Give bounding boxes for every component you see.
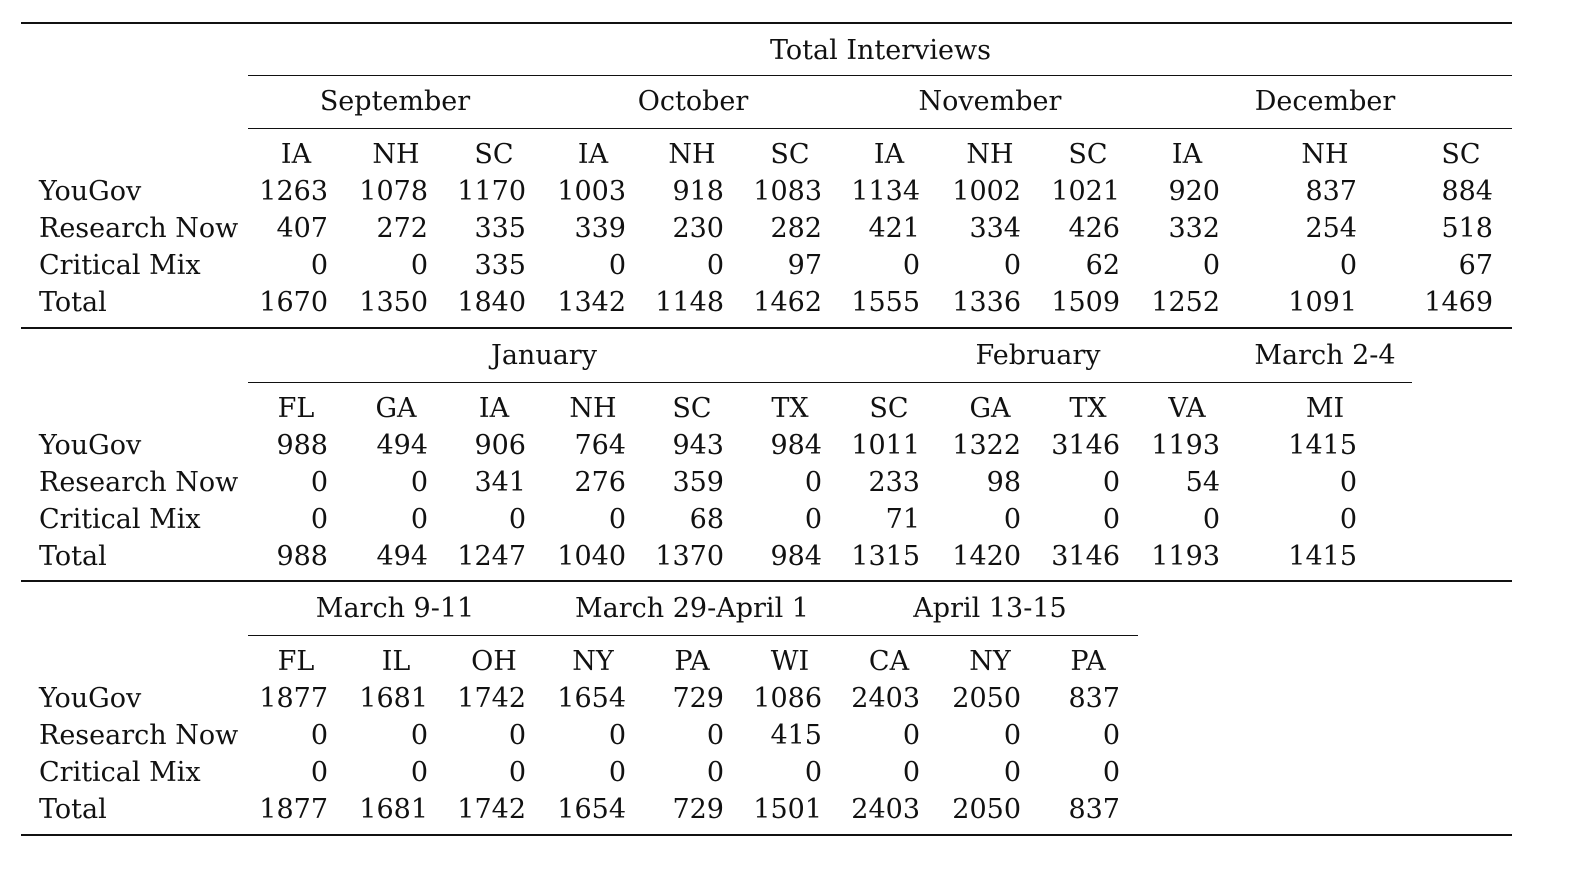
table-cell: 276 [574,467,626,498]
column-header: FL [277,646,315,677]
table-cell: 1315 [851,541,920,572]
table-cell: 1681 [359,794,428,825]
table-cell: 1252 [1151,287,1220,318]
table-cell: 54 [1185,467,1220,498]
table-cell: 0 [310,250,328,281]
table-cell: 332 [1168,213,1220,244]
column-header: SC [474,139,514,170]
group-rule [248,128,1512,129]
table-cell: 3146 [1051,430,1120,461]
column-header: SC [770,139,810,170]
table-cell: 0 [804,467,822,498]
table-cell: 1002 [952,176,1021,207]
table-cell: 0 [706,720,724,751]
table-cell: 837 [1068,683,1120,714]
table-title: Total Interviews [770,35,991,66]
table-cell: 1336 [952,287,1021,318]
table-cell: 0 [310,467,328,498]
table-cell: 335 [474,250,526,281]
table-rule [21,327,1512,329]
row-label: Critical Mix [39,250,201,281]
table-cell: 1742 [457,794,526,825]
table-cell: 920 [1168,176,1220,207]
table-cell: 421 [868,213,920,244]
column-header: NH [372,139,420,170]
table-cell: 426 [1068,213,1120,244]
table-cell: 1091 [1288,287,1357,318]
column-header: IA [478,393,510,424]
table-cell: 1003 [557,176,626,207]
table-cell: 71 [885,504,920,535]
table-cell: 494 [376,541,428,572]
column-header: IA [1171,139,1203,170]
table-cell: 97 [787,250,822,281]
table-cell: 764 [574,430,626,461]
table-cell: 0 [410,757,428,788]
table-cell: 254 [1305,213,1357,244]
table-cell: 984 [770,430,822,461]
table-cell: 1078 [359,176,428,207]
group-header: November [918,86,1062,117]
table-cell: 2050 [952,794,1021,825]
table-cell: 1555 [851,287,920,318]
column-header: IA [280,139,312,170]
table-cell: 2050 [952,683,1021,714]
table-cell: 1134 [851,176,920,207]
table-cell: 0 [410,467,428,498]
table-cell: 1654 [557,794,626,825]
table-cell: 1654 [557,683,626,714]
table-cell: 1011 [851,430,920,461]
table-cell: 1322 [952,430,1021,461]
table-cell: 1086 [753,683,822,714]
row-label: Total [39,287,107,318]
table-cell: 407 [276,213,328,244]
table-cell: 0 [706,757,724,788]
group-header: February [975,340,1101,371]
table-cell: 341 [474,467,526,498]
table-cell: 729 [672,683,724,714]
table-cell: 1193 [1151,541,1220,572]
row-label: YouGov [39,430,142,461]
column-header: SC [869,393,909,424]
table-cell: 1501 [753,794,822,825]
group-rule [248,382,1412,383]
table-cell: 988 [276,430,328,461]
table-cell: 988 [276,541,328,572]
table-cell: 1681 [359,683,428,714]
table-cell: 0 [410,250,428,281]
row-label: Critical Mix [39,504,201,535]
table-rule [21,580,1512,582]
table-cell: 1148 [655,287,724,318]
table-cell: 0 [310,504,328,535]
column-header: CA [868,646,910,677]
table-cell: 230 [672,213,724,244]
table-cell: 1742 [457,683,526,714]
table-cell: 0 [608,720,626,751]
row-label: Total [39,794,107,825]
table-cell: 0 [1102,467,1120,498]
table-cell: 0 [508,720,526,751]
table-cell: 1469 [1424,287,1493,318]
table-cell: 0 [1202,504,1220,535]
table-cell: 1462 [753,287,822,318]
table-cell: 1877 [259,683,328,714]
table-cell: 62 [1085,250,1120,281]
table-cell: 0 [1339,504,1357,535]
column-header: TX [771,393,809,424]
table-cell: 334 [969,213,1021,244]
table-cell: 3146 [1051,541,1120,572]
table-cell: 906 [474,430,526,461]
column-header: TX [1069,393,1107,424]
table-cell: 1370 [655,541,724,572]
table-cell: 837 [1068,794,1120,825]
table-cell: 518 [1441,213,1493,244]
table-cell: 1021 [1051,176,1120,207]
column-header: IA [577,139,609,170]
table-cell: 884 [1441,176,1493,207]
column-header: OH [471,646,517,677]
column-header: SC [672,393,712,424]
table-cell: 1170 [457,176,526,207]
table-cell: 0 [804,757,822,788]
table-cell: 729 [672,794,724,825]
table-cell: 1420 [952,541,1021,572]
table-cell: 68 [689,504,724,535]
column-header: IL [381,646,411,677]
column-header: NY [969,646,1011,677]
column-header: NH [668,139,716,170]
table-rule [248,75,1512,76]
table-cell: 0 [1003,720,1021,751]
column-header: SC [1068,139,1108,170]
table-cell: 0 [1102,720,1120,751]
table-cell: 0 [1102,504,1120,535]
table-cell: 1193 [1151,430,1220,461]
group-header: January [491,340,597,371]
row-label: Critical Mix [39,757,201,788]
table-cell: 1083 [753,176,822,207]
group-header: April 13-15 [913,593,1067,624]
table-rule [21,834,1512,836]
column-header: IA [873,139,905,170]
table-cell: 0 [310,757,328,788]
table-cell: 0 [1202,250,1220,281]
column-header: GA [969,393,1011,424]
group-header: October [637,86,749,117]
table-cell: 837 [1305,176,1357,207]
table-cell: 943 [672,430,724,461]
table-cell: 98 [986,467,1021,498]
group-header: March 29-April 1 [575,593,809,624]
table-cell: 984 [770,541,822,572]
table-cell: 0 [608,504,626,535]
row-label: Research Now [39,720,239,751]
table-cell: 0 [508,757,526,788]
group-header: September [319,86,471,117]
table-cell: 1509 [1051,287,1120,318]
table-cell: 1350 [359,287,428,318]
table-cell: 233 [868,467,920,498]
table-cell: 1415 [1288,541,1357,572]
table-cell: 0 [1102,757,1120,788]
table-cell: 0 [1003,504,1021,535]
row-label: Research Now [39,467,239,498]
table-cell: 282 [770,213,822,244]
table-cell: 335 [474,213,526,244]
column-header: FL [277,393,315,424]
column-header: SC [1441,139,1481,170]
group-rule [248,635,1138,636]
table-cell: 0 [310,720,328,751]
column-header: NH [1301,139,1349,170]
table-cell: 1263 [259,176,328,207]
table-cell: 1877 [259,794,328,825]
table-cell: 67 [1458,250,1493,281]
table-cell: 0 [902,757,920,788]
table-cell: 2403 [851,683,920,714]
table-cell: 1040 [557,541,626,572]
row-label: YouGov [39,683,142,714]
table-cell: 0 [410,504,428,535]
table-cell: 359 [672,467,724,498]
group-header: March 2-4 [1254,340,1396,371]
row-label: Research Now [39,213,239,244]
table-cell: 0 [1003,250,1021,281]
column-header: NY [572,646,614,677]
table-rule [21,22,1512,24]
table-cell: 0 [804,504,822,535]
table-cell: 1415 [1288,430,1357,461]
table-cell: 0 [902,720,920,751]
table-cell: 0 [608,250,626,281]
table-cell: 1247 [457,541,526,572]
column-header: NH [569,393,617,424]
table-cell: 415 [770,720,822,751]
column-header: PA [1070,646,1106,677]
table-cell: 0 [902,250,920,281]
table-cell: 2403 [851,794,920,825]
table-cell: 0 [410,720,428,751]
table-cell: 0 [1339,467,1357,498]
column-header: MI [1305,393,1345,424]
table-cell: 0 [706,250,724,281]
row-label: Total [39,541,107,572]
table-cell: 1342 [557,287,626,318]
row-label: YouGov [39,176,142,207]
column-header: VA [1168,393,1206,424]
column-header: NH [966,139,1014,170]
table-cell: 1670 [259,287,328,318]
column-header: GA [375,393,417,424]
table-cell: 272 [376,213,428,244]
table-cell: 0 [1339,250,1357,281]
group-header: December [1254,86,1396,117]
table-cell: 339 [574,213,626,244]
table-cell: 918 [672,176,724,207]
table-cell: 0 [1003,757,1021,788]
column-header: WI [770,646,810,677]
table-cell: 0 [508,504,526,535]
column-header: PA [674,646,710,677]
table-cell: 1840 [457,287,526,318]
table-cell: 494 [376,430,428,461]
group-header: March 9-11 [315,593,475,624]
table-cell: 0 [608,757,626,788]
